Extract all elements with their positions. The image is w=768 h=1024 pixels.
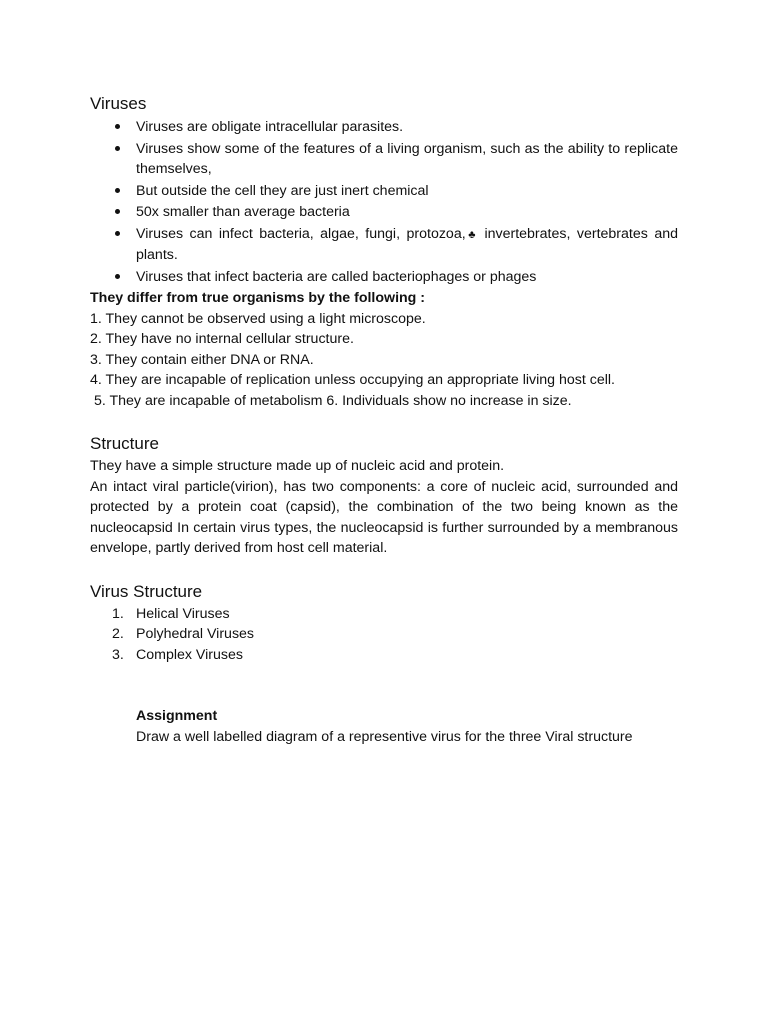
- list-number: 2.: [112, 626, 124, 642]
- list-item-label: Helical Viruses: [136, 605, 230, 622]
- assignment-text: Draw a well labelled diagram of a representive virus for the three Viral structure: [136, 728, 633, 745]
- club-symbol-icon: ♣: [465, 228, 478, 241]
- list-item: [112, 645, 678, 666]
- heading-viruses: Viruses: [90, 94, 147, 113]
- list-item-text: Viruses can infect bacteria, algae, fungi, protozoa,: [136, 225, 466, 242]
- structure-paragraph: An intact viral particle(virion), has two components: a core of nucleic acid, surrounded and protected by a protein coat (capsid), the combination of the two being known as the nucleocapsid In certain virus types, the nucleocapsid is further surrounded by a membranous envelope, partly derived from host cell material.: [90, 478, 678, 556]
- list-item: 50x smaller than average bacteria: [136, 202, 678, 223]
- list-item: 3. They contain either DNA or RNA.: [90, 351, 314, 368]
- heading-structure: Structure: [90, 434, 159, 453]
- section-virus-structure: [90, 580, 678, 666]
- list-item: [112, 604, 678, 625]
- section-structure: [90, 432, 678, 559]
- list-item-label: Polyhedral Viruses: [136, 626, 255, 642]
- list-item: Viruses show some of the features of a living organism, such as the ability to replicate themselves,: [136, 139, 678, 180]
- list-item: [136, 224, 678, 266]
- list-item: [112, 624, 678, 645]
- list-item: 5. They are incapable of metabolism 6. Individuals show no increase in size.: [90, 392, 572, 409]
- list-item: Viruses are obligate intracellular parasites.: [136, 117, 678, 138]
- structure-intro: They have a simple structure made up of nucleic acid and protein.: [90, 458, 505, 474]
- heading-virus-structure: Virus Structure: [90, 581, 203, 601]
- list-item-text: invertebrates, vertebrates and plants.: [136, 225, 678, 263]
- list-item: 4. They are incapable of replication unless occupying an appropriate living host cell.: [90, 372, 615, 388]
- list-number: 3.: [112, 646, 124, 663]
- section-viruses: [90, 92, 678, 411]
- list-item-label: Complex Viruses: [136, 646, 243, 663]
- document-page: [90, 92, 678, 747]
- differences-heading: They differ from true organisms by the following :: [90, 290, 426, 306]
- differences-list: [90, 309, 678, 412]
- section-assignment: [90, 706, 678, 747]
- list-item: Viruses that infect bacteria are called bacteriophages or phages: [136, 267, 678, 288]
- list-number: 1.: [112, 605, 124, 622]
- list-item: But outside the cell they are just inert chemical: [136, 181, 678, 202]
- list-item: 2. They have no internal cellular structure.: [90, 331, 354, 347]
- assignment-heading: Assignment: [136, 708, 218, 724]
- virus-facts-list: [90, 117, 678, 287]
- list-item: 1. They cannot be observed using a light microscope.: [90, 310, 426, 327]
- virus-types-list: [90, 604, 678, 666]
